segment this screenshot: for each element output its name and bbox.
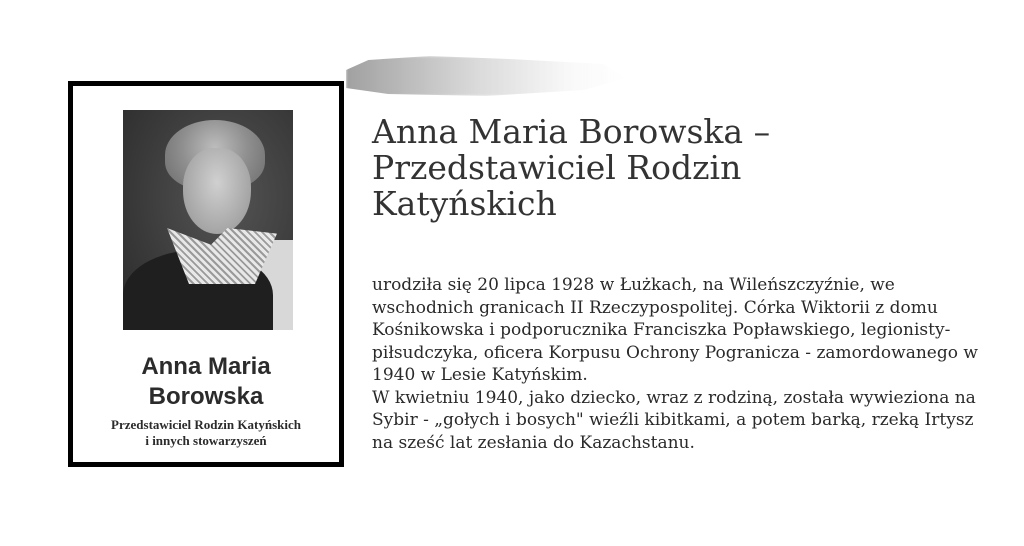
article-paragraph-2: W kwietniu 1940, jako dziecko, wraz z rodziną, została wywieziona na Sybir - „gołych i bosych" wieźli kibitkami, a potem barką, rzeką Irtysz na sześć lat zesłania do Kazachstanu.	[372, 387, 976, 453]
article-title-line3: Katyńskich	[372, 184, 557, 223]
card-subtitle-line2: i innych stowarzyszeń	[145, 433, 267, 448]
card-subtitle	[73, 417, 339, 449]
article-body	[372, 274, 982, 454]
card-name-line2: Borowska	[148, 383, 264, 410]
decorative-brush-stroke	[346, 56, 626, 96]
photo-figure-face	[183, 148, 251, 234]
portrait-photo	[123, 110, 293, 330]
article-title	[372, 114, 992, 222]
card-name-line1: Anna Maria	[141, 353, 271, 380]
article-title-line1: Anna Maria Borowska –	[372, 112, 771, 151]
portrait-card	[68, 81, 344, 467]
article-title-line2: Przedstawiciel Rodzin	[372, 148, 742, 187]
card-name	[73, 352, 339, 412]
card-subtitle-line1: Przedstawiciel Rodzin Katyńskich	[111, 417, 301, 432]
article-paragraph-1: urodziła się 20 lipca 1928 w Łużkach, na Wileńszczyźnie, we wschodnich granicach II Rzeczypospolitej. Córka Wiktorii z domu Kośnikowska i podporucznika Franciszka Popławskiego, legionisty-piłsudczyka, oficera Korpusu Ochrony Pogranicza - zamordowanego w 1940 w Lesie Katyńskim.	[372, 275, 978, 385]
